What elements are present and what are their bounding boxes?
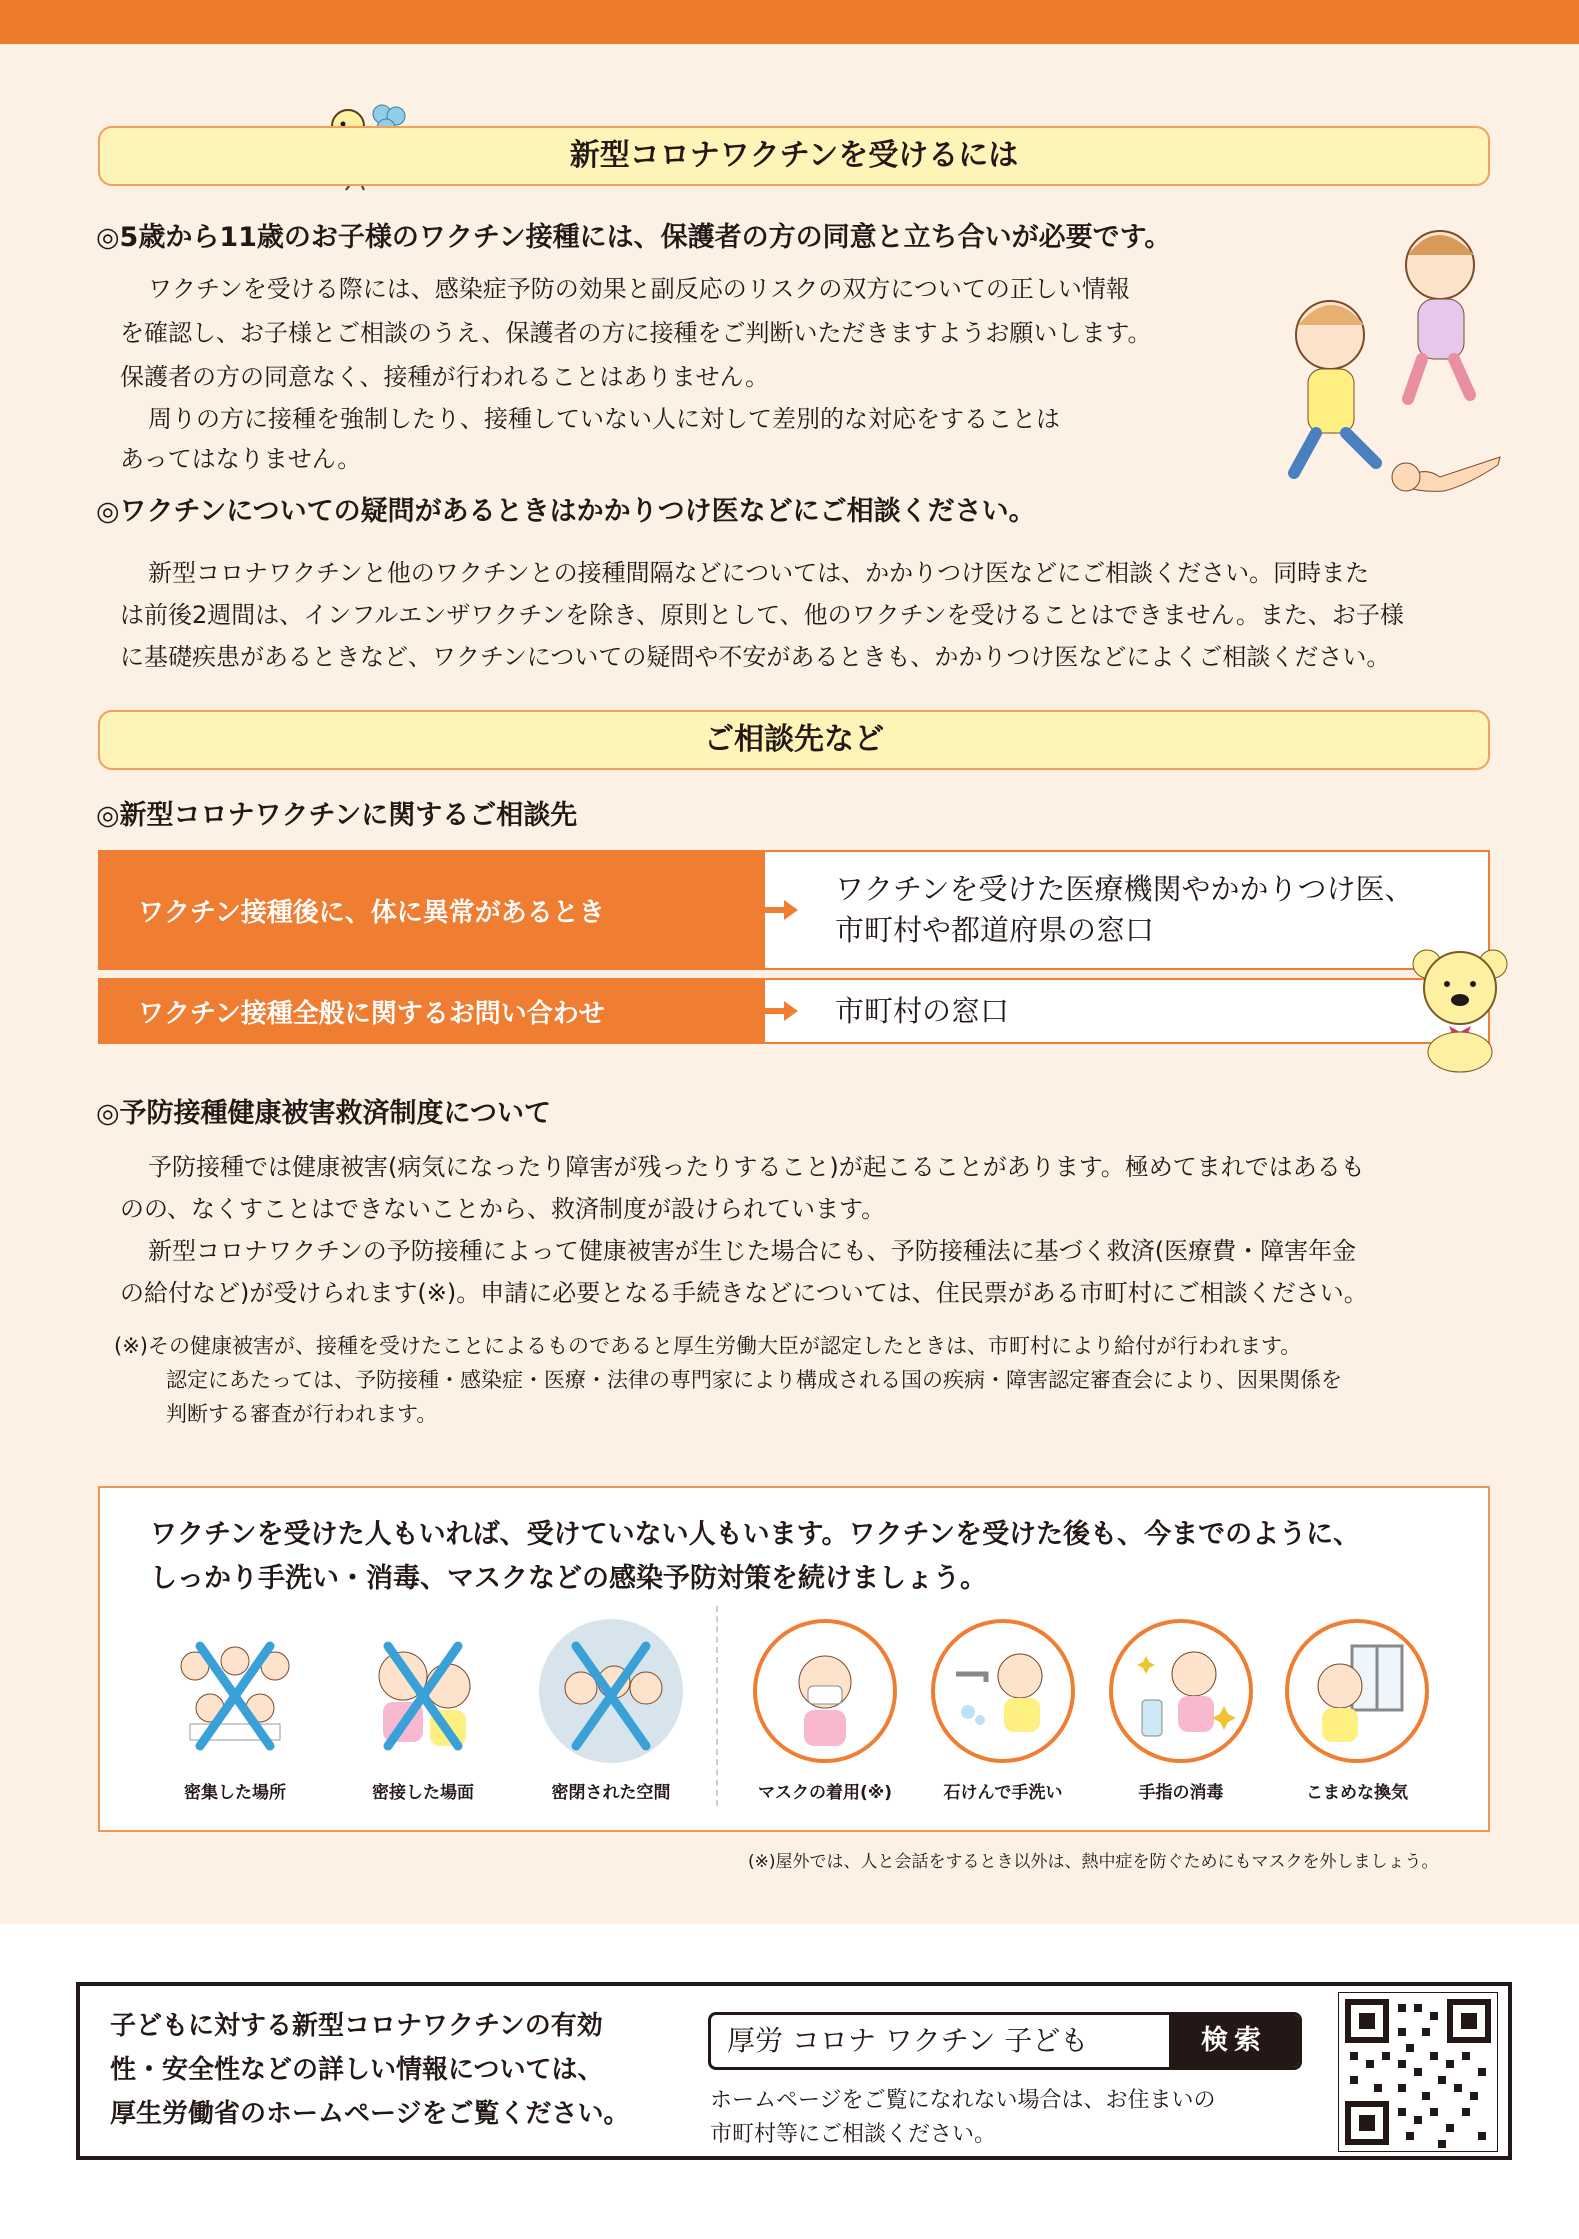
prevention-item-caption: 石けんで手洗い xyxy=(943,1783,1063,1803)
footnote-line: (※)その健康被害が、接種を受けたことによるものであると厚生労働大臣が認定したときは、市町村により給付が行われます。 xyxy=(114,1334,1302,1358)
consultation-row xyxy=(98,850,1490,970)
consultation-contact xyxy=(763,850,1490,970)
children-playing-illustration xyxy=(1250,215,1510,515)
info-text-line: 厚生労働省のホームページをご覧ください。 xyxy=(110,2099,630,2129)
consultation-contact-text: ワクチンを受けた医療機関やかかりつけ医、 xyxy=(835,872,1414,906)
consultation-contact-text: 市町村や都道府県の窓口 xyxy=(835,913,1155,947)
heading-consultation-contacts: ◎新型コロナワクチンに関するご相談先 xyxy=(96,800,578,831)
prevention-item-caption: 密集した場所 xyxy=(184,1783,286,1803)
prevention-item xyxy=(526,1616,696,1803)
consultation-situation-text: ワクチン接種全般に関するお問い合わせ xyxy=(138,998,605,1029)
prevention-item xyxy=(740,1616,910,1803)
sanitizer-icon xyxy=(1106,1616,1256,1766)
info-text-line: 子どもに対する新型コロナワクチンの有効 xyxy=(110,2011,603,2041)
prevention-box xyxy=(98,1486,1490,1832)
info-box xyxy=(76,1982,1512,2160)
prevention-message-line: しっかり手洗い・消毒、マスクなどの感染予防対策を続けましょう。 xyxy=(150,1563,987,1594)
info-text xyxy=(110,2004,629,2136)
arrow-right-icon xyxy=(764,900,798,920)
prevention-item-caption: 手指の消毒 xyxy=(1138,1783,1224,1803)
search-button[interactable]: 検索 xyxy=(1169,2015,1299,2067)
consultation-table xyxy=(98,850,1490,1044)
search-query-text[interactable]: 厚労 コロナ ワクチン 子ども xyxy=(727,2024,1089,2057)
paragraph-line: ワクチンを受ける際には、感染症予防の効果と副反応のリスクの双方についての正しい情報 xyxy=(148,275,1130,303)
consultation-situation xyxy=(98,978,763,1044)
section-banner-consultation xyxy=(98,710,1490,770)
teddy-bear-illustration xyxy=(1405,944,1515,1074)
heading-relief-system: ◎予防接種健康被害救済制度について xyxy=(96,1098,552,1129)
prevention-item xyxy=(1272,1616,1442,1803)
arrow-right-icon xyxy=(764,1001,798,1021)
paragraph-line: 新型コロナワクチンの予防接種によって健康被害が生じた場合にも、予防接種法に基づく救済(医療費・障害年金 xyxy=(148,1237,1357,1265)
search-note-line: 市町村等にご相談ください。 xyxy=(710,2122,997,2147)
paragraph-line: 新型コロナワクチンと他のワクチンとの接種間隔などについては、かかりつけ医などにご相談ください。同時また xyxy=(148,559,1370,587)
search-note-line: ホームページをご覧になれない場合は、お住まいの xyxy=(710,2088,1216,2113)
prevention-item-caption: マスクの着用(※) xyxy=(757,1783,893,1803)
close-contact-icon xyxy=(348,1616,498,1766)
footnote-line: 判断する審査が行われます。 xyxy=(166,1402,438,1426)
consultation-situation-text: ワクチン接種後に、体に異常があるとき xyxy=(138,897,605,928)
prevention-item xyxy=(918,1616,1088,1803)
footnote-line: 認定にあたっては、予防接種・感染症・医療・法律の専門家により構成される国の疾病・障害認定審査会により、因果関係を xyxy=(166,1368,1342,1392)
paragraph-line: のの、なくすことはできないことから、救済制度が設けられています。 xyxy=(120,1195,886,1223)
prevention-message-line: ワクチンを受けた人もいれば、受けていない人もいます。ワクチンを受けた後も、今までのように、 xyxy=(150,1519,1361,1550)
consultation-row xyxy=(98,978,1490,1044)
mask-icon xyxy=(750,1616,900,1766)
heading-guardian-consent: ◎5歳から11歳のお子様のワクチン接種には、保護者の方の同意と立ち合いが必要です。 xyxy=(96,222,1172,253)
dashed-divider xyxy=(716,1606,718,1806)
ventilation-icon xyxy=(1282,1616,1432,1766)
section-title: ご相談先など xyxy=(704,722,884,757)
paragraph-line: 周りの方に接種を強制したり、接種していない人に対して差別的な対応をすることは xyxy=(148,405,1060,433)
paragraph-line: に基礎疾患があるときなど、ワクチンについての疑問や不安があるときも、かかりつけ医などによくご相談ください。 xyxy=(120,643,1391,671)
search-box[interactable] xyxy=(708,2012,1302,2070)
info-text-line: 性・安全性などの詳しい情報については、 xyxy=(110,2055,604,2085)
prevention-item xyxy=(1096,1616,1266,1803)
handwash-icon xyxy=(928,1616,1078,1766)
qr-code-icon[interactable] xyxy=(1338,1992,1498,2152)
prevention-item-caption: こまめな換気 xyxy=(1306,1783,1408,1803)
closed-space-icon xyxy=(536,1616,686,1766)
paragraph-line: は前後2週間は、インフルエンザワクチンを除き、原則として、他のワクチンを受けることはできません。また、お子様 xyxy=(120,601,1404,629)
crowded-place-icon xyxy=(160,1616,310,1766)
consultation-contact xyxy=(763,978,1490,1044)
prevention-item-caption: 密接した場面 xyxy=(372,1783,474,1803)
section-banner-vaccine xyxy=(98,126,1490,186)
consultation-contact-text: 市町村の窓口 xyxy=(835,993,1010,1028)
prevention-item xyxy=(338,1616,508,1803)
search-note xyxy=(710,2084,1216,2152)
prevention-item-caption: 密閉された空間 xyxy=(551,1783,671,1803)
consultation-situation xyxy=(98,850,763,970)
paragraph-line: 予防接種では健康被害(病気になったり障害が残ったりすること)が起こることがあります。極めてまれではあるも xyxy=(148,1153,1365,1181)
paragraph-line: 保護者の方の同意なく、接種が行われることはありません。 xyxy=(120,363,769,391)
mask-footnote: (※)屋外では、人と会話をするとき以外は、熱中症を防ぐためにもマスクを外しましょう。 xyxy=(748,1852,1439,1872)
top-orange-bar xyxy=(0,0,1579,44)
prevention-item xyxy=(150,1616,320,1803)
paragraph-line: の給付など)が受けられます(※)。申請に必要となる手続きなどについては、住民票がある市町村にご相談ください。 xyxy=(120,1279,1368,1307)
section-title: 新型コロナワクチンを受けるには xyxy=(569,138,1019,173)
heading-consult-doctor: ◎ワクチンについての疑問があるときはかかりつけ医などにご相談ください。 xyxy=(96,496,1036,527)
paragraph-line: あってはなりません。 xyxy=(120,445,362,473)
paragraph-line: を確認し、お子様とご相談のうえ、保護者の方に接種をご判断いただきますようお願いします。 xyxy=(120,319,1152,347)
